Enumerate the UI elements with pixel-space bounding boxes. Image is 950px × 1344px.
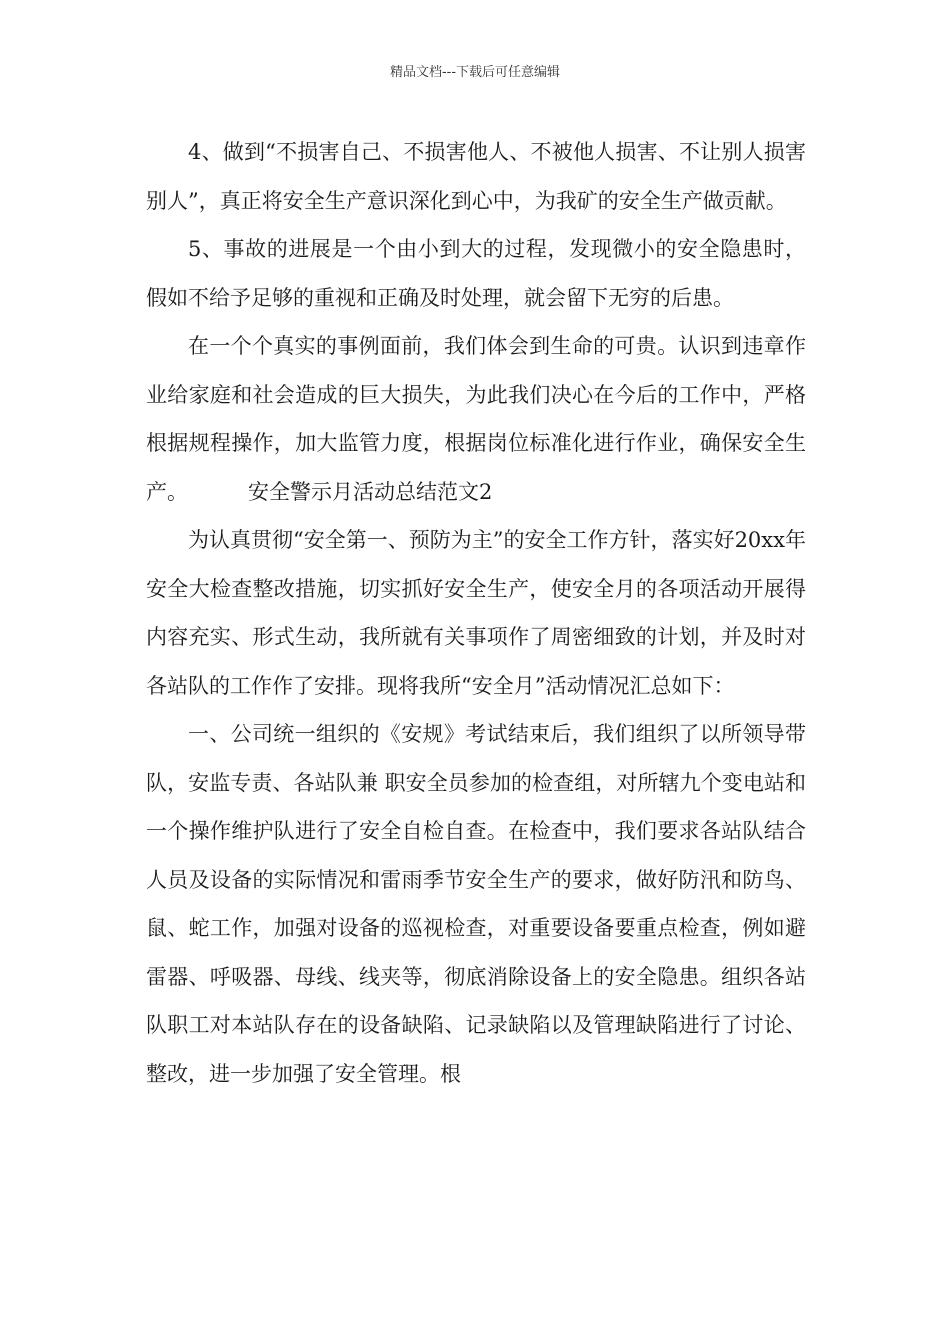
page-header: 精品文档---下载后可任意编辑 [389, 65, 561, 80]
section-title: 安全警示月活动总结范文2 [248, 479, 493, 504]
paragraph-item-5: 5、事故的进展是一个由小到大的过程，发现微小的安全隐患时，假如不给予足够的重视和正确及时处理，就会留下无穷的后患。 [146, 237, 806, 310]
paragraph-section-one: 一、公司统一组织的《安规》考试结束后，我们组织了以所领导带队，安监专责、各站队兼 职安全员参加的检查组，对所辖九个变电站和一个操作维护队进行了安全自检自查。在检查中，我们要求各站队结合人员及设备的实际情况和雷雨季节安全生产的要求，做好防汛和防鸟、鼠、蛇工作，加强对设备的巡视检查，对重要设备要重点检查，例如避雷器、呼吸器、母线、线夹等，彻底消除设备上的安全隐患。组织各站队职工对本站队存在的设备缺陷、记录缺陷以及管理缺陷进行了讨论、整改，进一步加强了安全管理。根 [146, 722, 806, 1086]
document-body [146, 128, 806, 1098]
paragraph-conclusion [146, 322, 806, 516]
paragraph-item-4: 4、做到“不损害自己、不损害他人、不被他人损害、不让别人损害别人”，真正将安全生产意识深化到心中，为我矿的安全生产做贡献。 [146, 140, 806, 213]
paragraph-conclusion-text: 在一个个真实的事例面前，我们体会到生命的可贵。认识到违章作业给家庭和社会造成的巨大损失，为此我们决心在今后的工作中，严格根据规程操作，加大监管力度，根据岗位标准化进行作业，确保安全生产。 [146, 334, 806, 504]
paragraph-intro: 为认真贯彻“安全第一、预防为主”的安全工作方针，落实好20xx年安全大检查整改措施，切实抓好安全生产，使安全月的各项活动开展得内容充实、形式生动，我所就有关事项作了周密细致的计划，并及时对各站队的工作作了安排。现将我所“安全月”活动情况汇总如下： [146, 528, 806, 698]
